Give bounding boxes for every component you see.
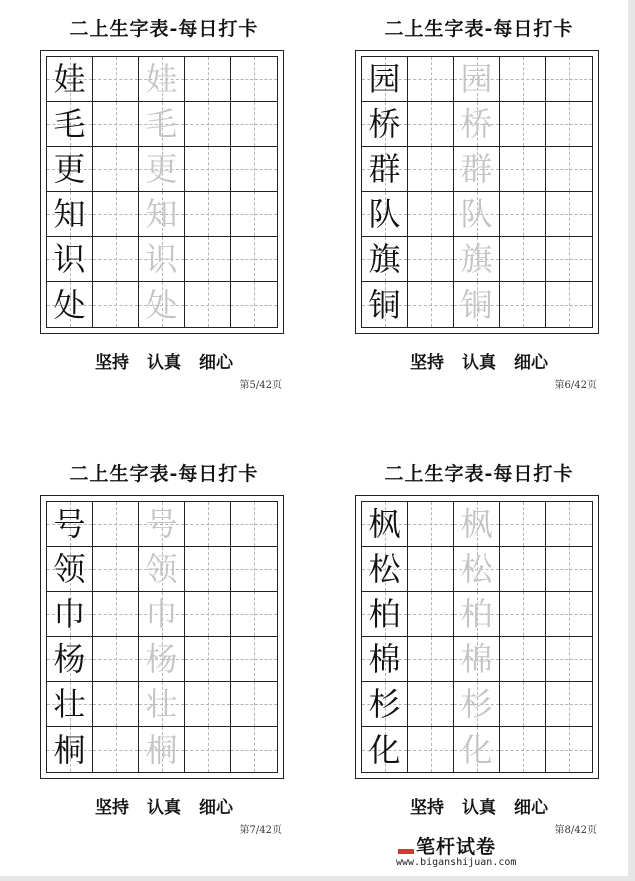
grid-cell: [500, 682, 546, 727]
model-character: 毛: [53, 105, 86, 143]
grid-cell: [93, 682, 139, 727]
motto-word: 细心: [514, 798, 548, 818]
model-character: 识: [53, 240, 86, 278]
trace-character: 号: [145, 505, 178, 543]
grid-cell: [47, 502, 93, 547]
grid-cell: [231, 237, 277, 282]
sheet-title: 二上生字表-每日打卡: [384, 18, 574, 40]
grid-cell: [93, 57, 139, 102]
grid-cell: [454, 502, 500, 547]
grid-cell: [362, 592, 408, 637]
model-character: 枫: [368, 505, 401, 543]
model-character: 松: [368, 550, 401, 588]
grid-cell: [93, 592, 139, 637]
grid-cell: [185, 102, 231, 147]
trace-character: 化: [460, 730, 493, 769]
grid-cell: [454, 592, 500, 637]
grid-cell: [362, 282, 408, 327]
trace-character: 铜: [460, 285, 493, 324]
grid-cell: [408, 57, 454, 102]
model-character: 园: [368, 60, 401, 98]
grid-cell: [408, 547, 454, 592]
grid-cell: [231, 727, 277, 772]
grid-cell: [362, 102, 408, 147]
grid-cell: [408, 192, 454, 237]
grid-cell: [454, 192, 500, 237]
motto-word: 认真: [147, 798, 181, 818]
writing-grid: [361, 56, 593, 328]
grid-cell: [408, 727, 454, 772]
grid-cell: [139, 592, 185, 637]
trace-character: 园: [460, 60, 493, 98]
model-character: 旗: [368, 240, 401, 278]
motto-word: 认真: [462, 353, 496, 373]
grid-cell: [408, 592, 454, 637]
model-character: 桐: [53, 730, 86, 769]
grid-cell: [47, 147, 93, 192]
grid-cell: [454, 237, 500, 282]
model-character: 铜: [368, 285, 401, 324]
grid-cell: [47, 237, 93, 282]
trace-character: 队: [460, 195, 493, 233]
trace-character: 杨: [145, 640, 178, 678]
grid-cell: [139, 147, 185, 192]
grid-cell: [500, 637, 546, 682]
grid-cell: [500, 592, 546, 637]
grid-cell: [408, 637, 454, 682]
grid-cell: [185, 547, 231, 592]
grid-cell: [185, 592, 231, 637]
grid-cell: [500, 237, 546, 282]
grid-cell: [93, 637, 139, 682]
writing-grid-frame: [40, 495, 284, 779]
grid-cell: [546, 547, 592, 592]
model-character: 更: [53, 150, 86, 188]
page-number: 第8/42页: [554, 825, 597, 836]
grid-cell: [139, 57, 185, 102]
motto-word: 坚持: [410, 353, 444, 373]
grid-cell: [185, 282, 231, 327]
writing-grid: [46, 56, 278, 328]
grid-cell: [231, 102, 277, 147]
grid-cell: [231, 592, 277, 637]
grid-cell: [231, 682, 277, 727]
grid-cell: [185, 237, 231, 282]
grid-cell: [231, 147, 277, 192]
grid-cell: [546, 102, 592, 147]
grid-cell: [408, 102, 454, 147]
grid-cell: [362, 502, 408, 547]
trace-character: 知: [145, 195, 178, 233]
grid-cell: [47, 282, 93, 327]
trace-character: 桐: [145, 730, 178, 769]
trace-character: 毛: [145, 105, 178, 143]
grid-cell: [362, 237, 408, 282]
writing-grid-frame: [40, 50, 284, 334]
grid-cell: [546, 282, 592, 327]
grid-cell: [362, 192, 408, 237]
page-number: 第7/42页: [239, 825, 282, 836]
grid-cell: [231, 502, 277, 547]
grid-cell: [546, 727, 592, 772]
grid-cell: [546, 502, 592, 547]
trace-character: 更: [145, 150, 178, 188]
trace-character: 枫: [460, 505, 493, 543]
grid-cell: [139, 502, 185, 547]
grid-cell: [454, 102, 500, 147]
grid-cell: [93, 502, 139, 547]
motto-word: 认真: [147, 353, 181, 373]
motto-word: 认真: [462, 798, 496, 818]
grid-cell: [93, 547, 139, 592]
grid-cell: [47, 727, 93, 772]
motto: [355, 793, 603, 818]
grid-cell: [362, 57, 408, 102]
grid-cell: [362, 637, 408, 682]
trace-character: 领: [145, 550, 178, 588]
grid-cell: [500, 727, 546, 772]
trace-character: 识: [145, 240, 178, 278]
grid-cell: [408, 147, 454, 192]
trace-character: 棉: [460, 640, 493, 678]
grid-cell: [139, 192, 185, 237]
motto: [355, 348, 603, 373]
page-number: 第5/42页: [239, 380, 282, 391]
model-character: 棉: [368, 640, 401, 678]
grid-cell: [47, 102, 93, 147]
motto-word: 坚持: [410, 798, 444, 818]
grid-cell: [454, 57, 500, 102]
model-character: 巾: [53, 595, 86, 633]
grid-cell: [139, 682, 185, 727]
trace-character: 群: [460, 150, 493, 188]
grid-cell: [500, 57, 546, 102]
trace-character: 壮: [145, 685, 178, 723]
grid-cell: [93, 727, 139, 772]
grid-cell: [362, 147, 408, 192]
grid-cell: [93, 147, 139, 192]
grid-cell: [408, 682, 454, 727]
motto-word: 坚持: [95, 798, 129, 818]
grid-cell: [454, 547, 500, 592]
grid-cell: [139, 637, 185, 682]
writing-grid: [46, 501, 278, 773]
sheet-title: 二上生字表-每日打卡: [384, 463, 574, 485]
grid-cell: [231, 637, 277, 682]
grid-cell: [139, 102, 185, 147]
grid-cell: [185, 192, 231, 237]
grid-cell: [139, 282, 185, 327]
motto-word: 坚持: [95, 353, 129, 373]
grid-cell: [93, 192, 139, 237]
grid-cell: [231, 57, 277, 102]
trace-character: 处: [145, 285, 178, 324]
grid-cell: [47, 547, 93, 592]
grid-cell: [47, 192, 93, 237]
grid-cell: [185, 57, 231, 102]
grid-cell: [139, 727, 185, 772]
grid-cell: [185, 502, 231, 547]
grid-cell: [546, 147, 592, 192]
grid-cell: [185, 682, 231, 727]
trace-character: 桥: [460, 105, 493, 143]
trace-character: 松: [460, 550, 493, 588]
grid-cell: [546, 682, 592, 727]
grid-cell: [500, 192, 546, 237]
grid-cell: [231, 547, 277, 592]
model-character: 杉: [368, 685, 401, 723]
model-character: 队: [368, 195, 401, 233]
grid-cell: [454, 147, 500, 192]
trace-character: 旗: [460, 240, 493, 278]
writing-grid-frame: [355, 50, 599, 334]
grid-cell: [500, 502, 546, 547]
grid-cell: [139, 547, 185, 592]
grid-cell: [139, 237, 185, 282]
grid-cell: [546, 637, 592, 682]
trace-character: 巾: [145, 595, 178, 633]
logo-url: www.biganshijuan.com: [396, 857, 517, 868]
grid-cell: [231, 282, 277, 327]
grid-cell: [500, 102, 546, 147]
motto-word: 细心: [514, 353, 548, 373]
grid-cell: [500, 282, 546, 327]
site-logo: [396, 832, 516, 868]
grid-cell: [47, 592, 93, 637]
model-character: 领: [53, 550, 86, 588]
grid-cell: [185, 147, 231, 192]
model-character: 桥: [368, 105, 401, 143]
grid-cell: [408, 502, 454, 547]
grid-cell: [546, 237, 592, 282]
motto-word: 细心: [199, 798, 233, 818]
grid-cell: [231, 192, 277, 237]
grid-cell: [454, 637, 500, 682]
grid-cell: [454, 727, 500, 772]
sheet-title: 二上生字表-每日打卡: [69, 18, 259, 40]
motto-word: 细心: [199, 353, 233, 373]
grid-cell: [500, 147, 546, 192]
sheet-title: 二上生字表-每日打卡: [69, 463, 259, 485]
model-character: 号: [53, 505, 86, 543]
model-character: 化: [368, 730, 401, 769]
grid-cell: [546, 57, 592, 102]
grid-cell: [93, 282, 139, 327]
trace-character: 柏: [460, 595, 493, 633]
page-edge-right: [628, 0, 635, 881]
page-edge-bottom: [0, 876, 635, 881]
writing-grid: [361, 501, 593, 773]
grid-cell: [185, 637, 231, 682]
grid-cell: [93, 237, 139, 282]
model-character: 壮: [53, 685, 86, 723]
logo-seal-icon: [398, 849, 414, 854]
page-number: 第6/42页: [554, 380, 597, 391]
logo-brand: 笔杆试卷: [415, 836, 496, 858]
grid-cell: [362, 682, 408, 727]
grid-cell: [500, 547, 546, 592]
grid-cell: [47, 682, 93, 727]
grid-cell: [362, 727, 408, 772]
grid-cell: [362, 547, 408, 592]
model-character: 杨: [53, 640, 86, 678]
model-character: 知: [53, 195, 86, 233]
model-character: 柏: [368, 595, 401, 633]
motto: [40, 793, 288, 818]
grid-cell: [185, 727, 231, 772]
grid-cell: [408, 282, 454, 327]
grid-cell: [546, 192, 592, 237]
grid-cell: [546, 592, 592, 637]
writing-grid-frame: [355, 495, 599, 779]
grid-cell: [47, 57, 93, 102]
grid-cell: [408, 237, 454, 282]
grid-cell: [454, 682, 500, 727]
model-character: 处: [53, 285, 86, 324]
trace-character: 杉: [460, 685, 493, 723]
model-character: 娃: [53, 60, 86, 98]
grid-cell: [93, 102, 139, 147]
trace-character: 娃: [145, 60, 178, 98]
motto: [40, 348, 288, 373]
grid-cell: [454, 282, 500, 327]
grid-cell: [47, 637, 93, 682]
model-character: 群: [368, 150, 401, 188]
